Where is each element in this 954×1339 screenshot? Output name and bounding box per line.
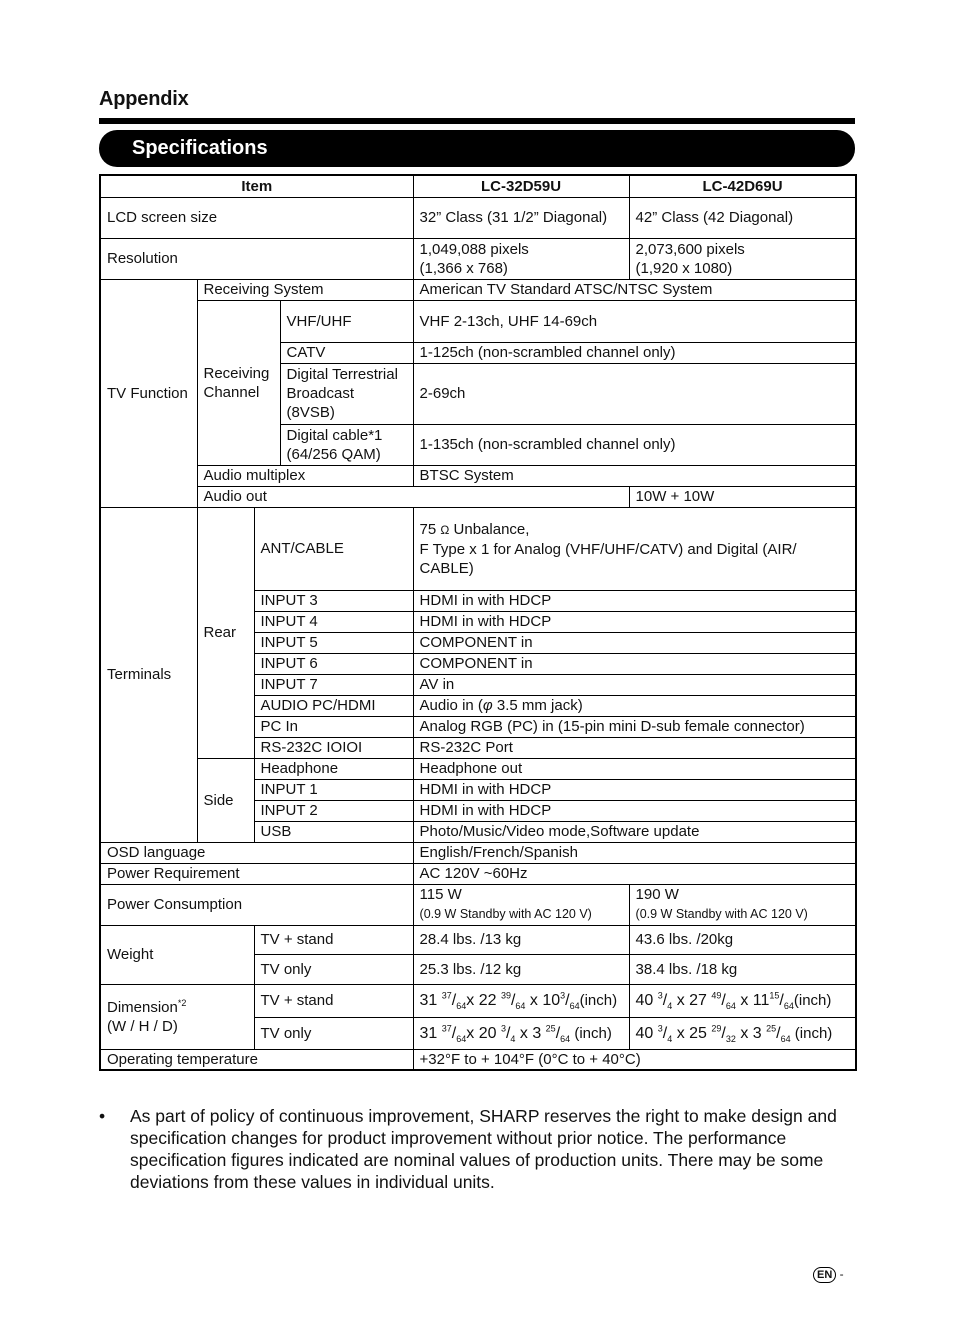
row-label: AUDIO PC/HDMI — [254, 695, 413, 716]
page-marker — [813, 1267, 844, 1283]
value-line: (1,920 x 1080) — [635, 259, 733, 277]
frac-num: 3 — [500, 1023, 506, 1034]
cell-value — [413, 507, 856, 590]
row-label: Audio multiplex — [197, 465, 413, 486]
dim-text: 40 — [635, 1024, 658, 1042]
dim-text: x 27 — [672, 992, 712, 1009]
row-label: INPUT 7 — [254, 674, 413, 695]
cell-value: Analog RGB (PC) in (15-pin mini D-sub female connector) — [413, 716, 856, 737]
value-line: 115 W — [419, 886, 462, 903]
table-row — [100, 238, 856, 279]
footnote-mark: *2 — [177, 997, 187, 1008]
cell-value: 1-125ch (non-scrambled channel only) — [413, 342, 856, 363]
cell-value: 43.6 lbs. /20kg — [629, 925, 856, 954]
row-label: RS-232C IOIOI — [254, 737, 413, 758]
dim-text: x 10 — [525, 992, 561, 1009]
row-label: ANT/CABLE — [254, 507, 413, 590]
specifications-banner: Specifications — [99, 130, 855, 167]
dim-text: x 20 — [466, 1024, 501, 1042]
frac-den: 32 — [725, 1033, 736, 1044]
row-label: Power Requirement — [100, 863, 413, 884]
dim-unit: (inch) — [790, 1024, 833, 1042]
row-label: LCD screen size — [100, 197, 413, 238]
group-label-terminals: Terminals — [100, 507, 197, 842]
cell-value: 10W + 10W — [629, 486, 856, 507]
cell-value: 38.4 lbs. /18 kg — [629, 954, 856, 984]
label-line: (64/256 QAM) — [286, 445, 381, 463]
row-label: PC In — [254, 716, 413, 737]
cell-dimension: 31 $^{37}/_{64}x$ 22 $^{39}/_{64}$ x $10^3/_{64}(inch)$ — [413, 984, 629, 1017]
row-label: INPUT 1 — [254, 779, 413, 800]
header-item: Item — [100, 175, 413, 197]
table-row — [100, 925, 856, 954]
frac-num: 37 — [441, 1023, 452, 1034]
phi-symbol: φ — [482, 697, 493, 714]
row-label: Audio out — [197, 486, 629, 507]
disclaimer-text: As part of policy of continuous improvement, SHARP reserves the right to make design and specification changes for product improvement without prior notice. The performance specification figures indicated are nominal values of production units. There may be some deviations from these values in individual units. — [130, 1106, 837, 1192]
cell-value: 32” Class (31 1/2” Diagonal) — [413, 197, 629, 238]
group-label-weight: Weight — [100, 925, 254, 984]
table-row — [100, 758, 856, 779]
table-row — [100, 842, 856, 863]
cell-value: AC 120V ~60Hz — [413, 863, 856, 884]
value-note: (0.9 W Standby with AC 120 V) — [419, 907, 592, 921]
label-line: Digital cable*1 — [286, 426, 383, 444]
frac-den: 64 — [456, 1033, 467, 1044]
bullet-icon: • — [99, 1106, 106, 1126]
cell-value: American TV Standard ATSC/NTSC System — [413, 279, 856, 300]
table-row — [100, 486, 856, 507]
dim-text: 31 — [419, 1024, 442, 1042]
frac-num: 3 — [657, 990, 663, 1001]
cell-value: BTSC System — [413, 465, 856, 486]
frac-den: 4 — [667, 1033, 673, 1044]
cell-value: +32°F to + 104°F (0°C to + 40°C) — [413, 1049, 856, 1070]
row-label: INPUT 3 — [254, 590, 413, 611]
frac-den: 64 — [560, 1033, 571, 1044]
cell-value: 1-135ch (non-scrambled channel only) — [413, 424, 856, 465]
section-title: Appendix — [99, 88, 189, 110]
frac-den: 64 — [515, 1001, 526, 1012]
value-line: 190 W — [635, 886, 679, 903]
row-label: TV + stand — [254, 984, 413, 1017]
dim-unit: (inch) — [570, 1024, 612, 1042]
table-header-row — [100, 175, 856, 197]
dim-text: x 22 — [466, 992, 501, 1009]
frac-num: 39 — [500, 990, 511, 1001]
row-label: Headphone — [254, 758, 413, 779]
row-label: INPUT 4 — [254, 611, 413, 632]
table-row — [100, 884, 856, 925]
cell-value: COMPONENT in — [413, 632, 856, 653]
row-label: VHF/UHF — [280, 300, 413, 342]
cell-dimension: 40 $^3/_4$ x 27 $^{49}/_{64}$ x $11^{15}/_{64}(inch)$ — [629, 984, 856, 1017]
table-row — [100, 984, 856, 1017]
cell-value — [413, 238, 629, 279]
row-label: TV only — [254, 1017, 413, 1049]
cell-value — [629, 238, 856, 279]
cell-value: VHF 2-13ch, UHF 14-69ch — [413, 300, 856, 342]
value-line: (1,366 x 768) — [419, 259, 508, 277]
cell-value — [413, 884, 629, 925]
cell-value: RS-232C Port — [413, 737, 856, 758]
row-label: INPUT 6 — [254, 653, 413, 674]
frac-num: 3 — [560, 990, 566, 1001]
value-line: 3.5 mm jack) — [492, 697, 583, 714]
label-line: (W / H / D) — [107, 1017, 178, 1035]
frac-den: 64 — [569, 1001, 580, 1012]
row-label: Power Consumption — [100, 884, 413, 925]
value-line: 2,073,600 pixels — [635, 240, 745, 258]
group-label-receiving-channel — [197, 300, 280, 465]
dim-text: x 11 — [735, 992, 770, 1009]
row-label: TV + stand — [254, 925, 413, 954]
frac-num: 37 — [441, 990, 452, 1001]
table-row — [100, 197, 856, 238]
cell-dimension: 31 $^{37}/_{64}x$ 20 $^3/_4$ x 3 $^{25}/_{64}$ (inch) — [413, 1017, 629, 1049]
frac-num: 25 — [766, 1023, 777, 1034]
dim-unit: (inch) — [579, 992, 618, 1009]
section-divider — [99, 118, 855, 124]
table-row — [100, 465, 856, 486]
row-label: OSD language — [100, 842, 413, 863]
table-row — [100, 863, 856, 884]
value-line: F Type x 1 for Analog (VHF/UHF/CATV) and Digital (AIR/ — [419, 540, 797, 558]
cell-value: English/French/Spanish — [413, 842, 856, 863]
cell-value: AV in — [413, 674, 856, 695]
dim-unit: (inch) — [793, 992, 832, 1009]
row-label: Operating temperature — [100, 1049, 413, 1070]
frac-den: 64 — [725, 1001, 736, 1012]
value-note: (0.9 W Standby with AC 120 V) — [635, 907, 808, 921]
cell-value: HDMI in with HDCP — [413, 611, 856, 632]
language-badge: EN — [813, 1267, 836, 1283]
dim-text: x 3 — [735, 1024, 767, 1042]
dim-text: 40 — [635, 992, 658, 1009]
table-row — [100, 507, 856, 590]
row-label: CATV — [280, 342, 413, 363]
frac-num: 15 — [769, 990, 780, 1001]
value-line: CABLE) — [419, 559, 474, 577]
frac-num: 49 — [711, 990, 722, 1001]
row-label: TV only — [254, 954, 413, 984]
row-label — [280, 363, 413, 424]
group-label-tv-function: TV Function — [100, 279, 197, 507]
cell-value: 42” Class (42 Diagonal) — [629, 197, 856, 238]
header-model-2: LC-42D69U — [629, 175, 856, 197]
value-line: 1,049,088 pixels — [419, 240, 529, 258]
row-label — [280, 424, 413, 465]
table-row — [100, 1049, 856, 1070]
frac-den: 64 — [780, 1033, 791, 1044]
value-line: Audio in ( — [419, 697, 483, 714]
group-label-rear: Rear — [197, 507, 254, 758]
cell-value — [413, 695, 856, 716]
specifications-table — [99, 174, 857, 1071]
frac-den: 4 — [667, 1001, 673, 1012]
row-label: Resolution — [100, 238, 413, 279]
label-line: Receiving — [203, 364, 270, 382]
label-line: (8VSB) — [286, 404, 335, 421]
frac-den: 4 — [510, 1033, 516, 1044]
value-line: 75 — [419, 520, 441, 538]
group-label-dimension — [100, 984, 254, 1049]
cell-value: 25.3 lbs. /12 kg — [413, 954, 629, 984]
cell-value: Photo/Music/Video mode,Software update — [413, 821, 856, 842]
label-line: Dimension — [107, 998, 178, 1016]
dim-text: x 3 — [515, 1024, 546, 1042]
label-line: Digital Terrestrial — [286, 366, 398, 383]
cell-value: HDMI in with HDCP — [413, 800, 856, 821]
table-row — [100, 300, 856, 342]
page-suffix: - — [839, 1267, 844, 1281]
label-line: Channel — [203, 383, 260, 401]
cell-value — [629, 884, 856, 925]
cell-value: Headphone out — [413, 758, 856, 779]
dim-text: x 25 — [672, 1024, 712, 1042]
cell-value: 2-69ch — [413, 363, 856, 424]
cell-value: 28.4 lbs. /13 kg — [413, 925, 629, 954]
cell-value: COMPONENT in — [413, 653, 856, 674]
row-label: USB — [254, 821, 413, 842]
frac-den: 64 — [456, 1001, 467, 1012]
row-label: INPUT 2 — [254, 800, 413, 821]
frac-num: 29 — [711, 1023, 722, 1034]
frac-num: 25 — [545, 1023, 556, 1034]
cell-value: HDMI in with HDCP — [413, 779, 856, 800]
cell-value: HDMI in with HDCP — [413, 590, 856, 611]
group-label-side: Side — [197, 758, 254, 842]
ohm-symbol: Ω — [440, 522, 450, 537]
disclaimer-note — [99, 1105, 855, 1193]
table-row — [100, 279, 856, 300]
label-line: Broadcast — [286, 385, 355, 402]
value-line: Unbalance, — [449, 520, 530, 538]
header-model-1: LC-32D59U — [413, 175, 629, 197]
frac-num: 3 — [657, 1023, 663, 1034]
frac-den: 64 — [783, 1001, 794, 1012]
cell-dimension: 40 $^3/_4$ x 25 $^{29}/_{32}$ x 3 $^{25}/_{64}$ (inch) — [629, 1017, 856, 1049]
dim-text: 31 — [419, 992, 442, 1009]
row-label: INPUT 5 — [254, 632, 413, 653]
row-label: Receiving System — [197, 279, 413, 300]
